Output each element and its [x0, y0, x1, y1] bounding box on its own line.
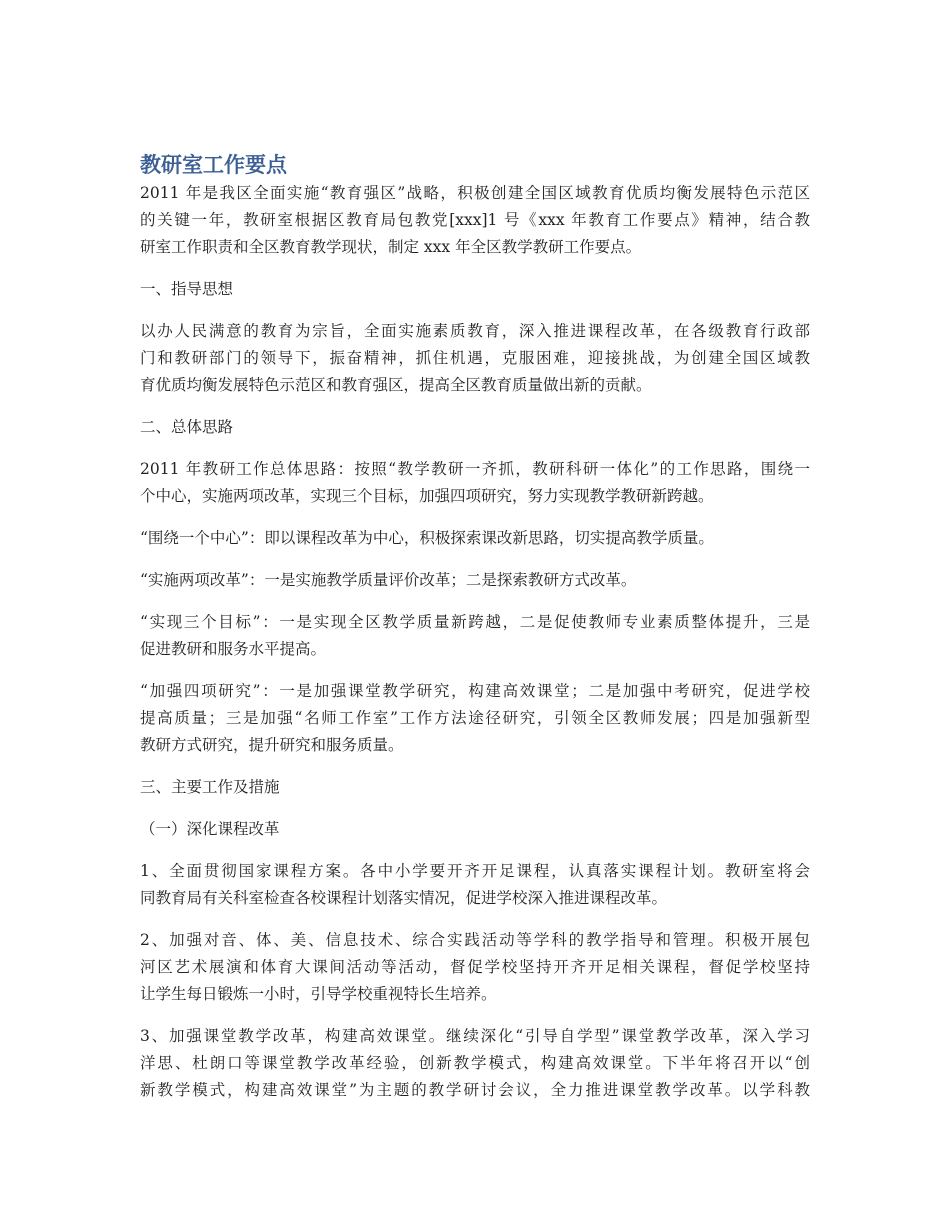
section-heading	[140, 774, 810, 801]
paragraph	[140, 567, 810, 594]
text-line: 以办人民满意的教育为宗旨，全面实施素质教育，深入推进课程改革，在各级教育行政部	[140, 322, 810, 340]
paragraph	[140, 927, 810, 1008]
paragraph	[140, 525, 810, 552]
text-line: 2011 年是我区全面实施“教育强区”战略，积极创建全国区域教育优质均衡发展特色示范区	[140, 184, 810, 202]
text-line: 一、指导思想	[140, 280, 234, 298]
text-line: 让学生每日锻炼一小时，引导学校重视特长生培养。	[140, 985, 497, 1003]
document-body	[140, 180, 810, 1104]
text-line: “围绕一个中心”：即以课程改革为中心，积极探索课改新思路，切实提高教学质量。	[140, 529, 714, 547]
text-line: 促进教研和服务水平提高。	[140, 640, 327, 658]
text-line: 河区艺术展演和体育大课间活动等活动，督促学校坚持开齐开足相关课程，督促学校坚持	[140, 958, 810, 976]
text-line: 提高质量；三是加强“名师工作室”工作方法途径研究，引领全区教师发展；四是加强新型	[140, 709, 810, 727]
text-line: “实施两项改革”：一是实施教学质量评价改革；二是探索教研方式改革。	[140, 571, 637, 589]
text-line: 新教学模式，构建高效课堂”为主题的教学研讨会议，全力推进课堂教学改革。以学科教	[140, 1081, 810, 1099]
section-heading	[140, 414, 810, 441]
text-line: 研室工作职责和全区教育教学现状，制定 xxx 年全区教学教研工作要点。	[140, 238, 642, 256]
text-line: 教研方式研究，提升研究和服务质量。	[140, 736, 404, 754]
paragraph	[140, 678, 810, 759]
text-line: 同教育局有关科室检查各校课程计划落实情况，促进学校深入推进课程改革。	[140, 889, 668, 907]
paragraph	[140, 1023, 810, 1104]
text-line: 三、主要工作及措施	[140, 778, 280, 796]
text-line: （一）深化课程改革	[140, 820, 280, 838]
text-line: 2、加强对音、体、美、信息技术、综合实践活动等学科的教学指导和管理。积极开展包	[140, 931, 810, 949]
text-line: 门和教研部门的领导下，振奋精神，抓住机遇，克服困难，迎接挑战，为创建全国区域教	[140, 349, 810, 367]
section-heading	[140, 276, 810, 303]
text-line: 个中心，实施两项改革，实现三个目标，加强四项研究，努力实现教学教研新跨越。	[140, 487, 714, 505]
text-line: 的关键一年，教研室根据区教育局包教党[xxx]1 号《xxx 年教育工作要点》精神，结合教	[140, 211, 810, 229]
paragraph	[140, 318, 810, 399]
text-line: “加强四项研究”：一是加强课堂教学研究，构建高效课堂；二是加强中考研究，促进学校	[140, 682, 810, 700]
document-title: 教研室工作要点	[140, 153, 287, 177]
text-line: 1、全面贯彻国家课程方案。各中小学要开齐开足课程，认真落实课程计划。教研室将会	[140, 862, 810, 880]
text-line: 二、总体思路	[140, 418, 234, 436]
text-line: 3、加强课堂教学改革，构建高效课堂。继续深化“引导自学型”课堂教学改革，深入学习	[140, 1027, 810, 1045]
text-line: “实现三个目标”：一是实现全区教学质量新跨越，二是促使教师专业素质整体提升，三是	[140, 613, 810, 631]
section-heading	[140, 816, 810, 843]
paragraph	[140, 180, 810, 261]
text-line: 洋思、杜朗口等课堂教学改革经验，创新教学模式，构建高效课堂。下半年将召开以“创	[140, 1054, 810, 1072]
paragraph	[140, 858, 810, 912]
text-line: 育优质均衡发展特色示范区和教育强区，提高全区教育质量做出新的贡献。	[140, 376, 652, 394]
document-page	[140, 150, 810, 1119]
paragraph	[140, 609, 810, 663]
paragraph	[140, 456, 810, 510]
text-line: 2011 年教研工作总体思路：按照“教学教研一齐抓，教研科研一体化”的工作思路，围绕一	[140, 460, 810, 478]
